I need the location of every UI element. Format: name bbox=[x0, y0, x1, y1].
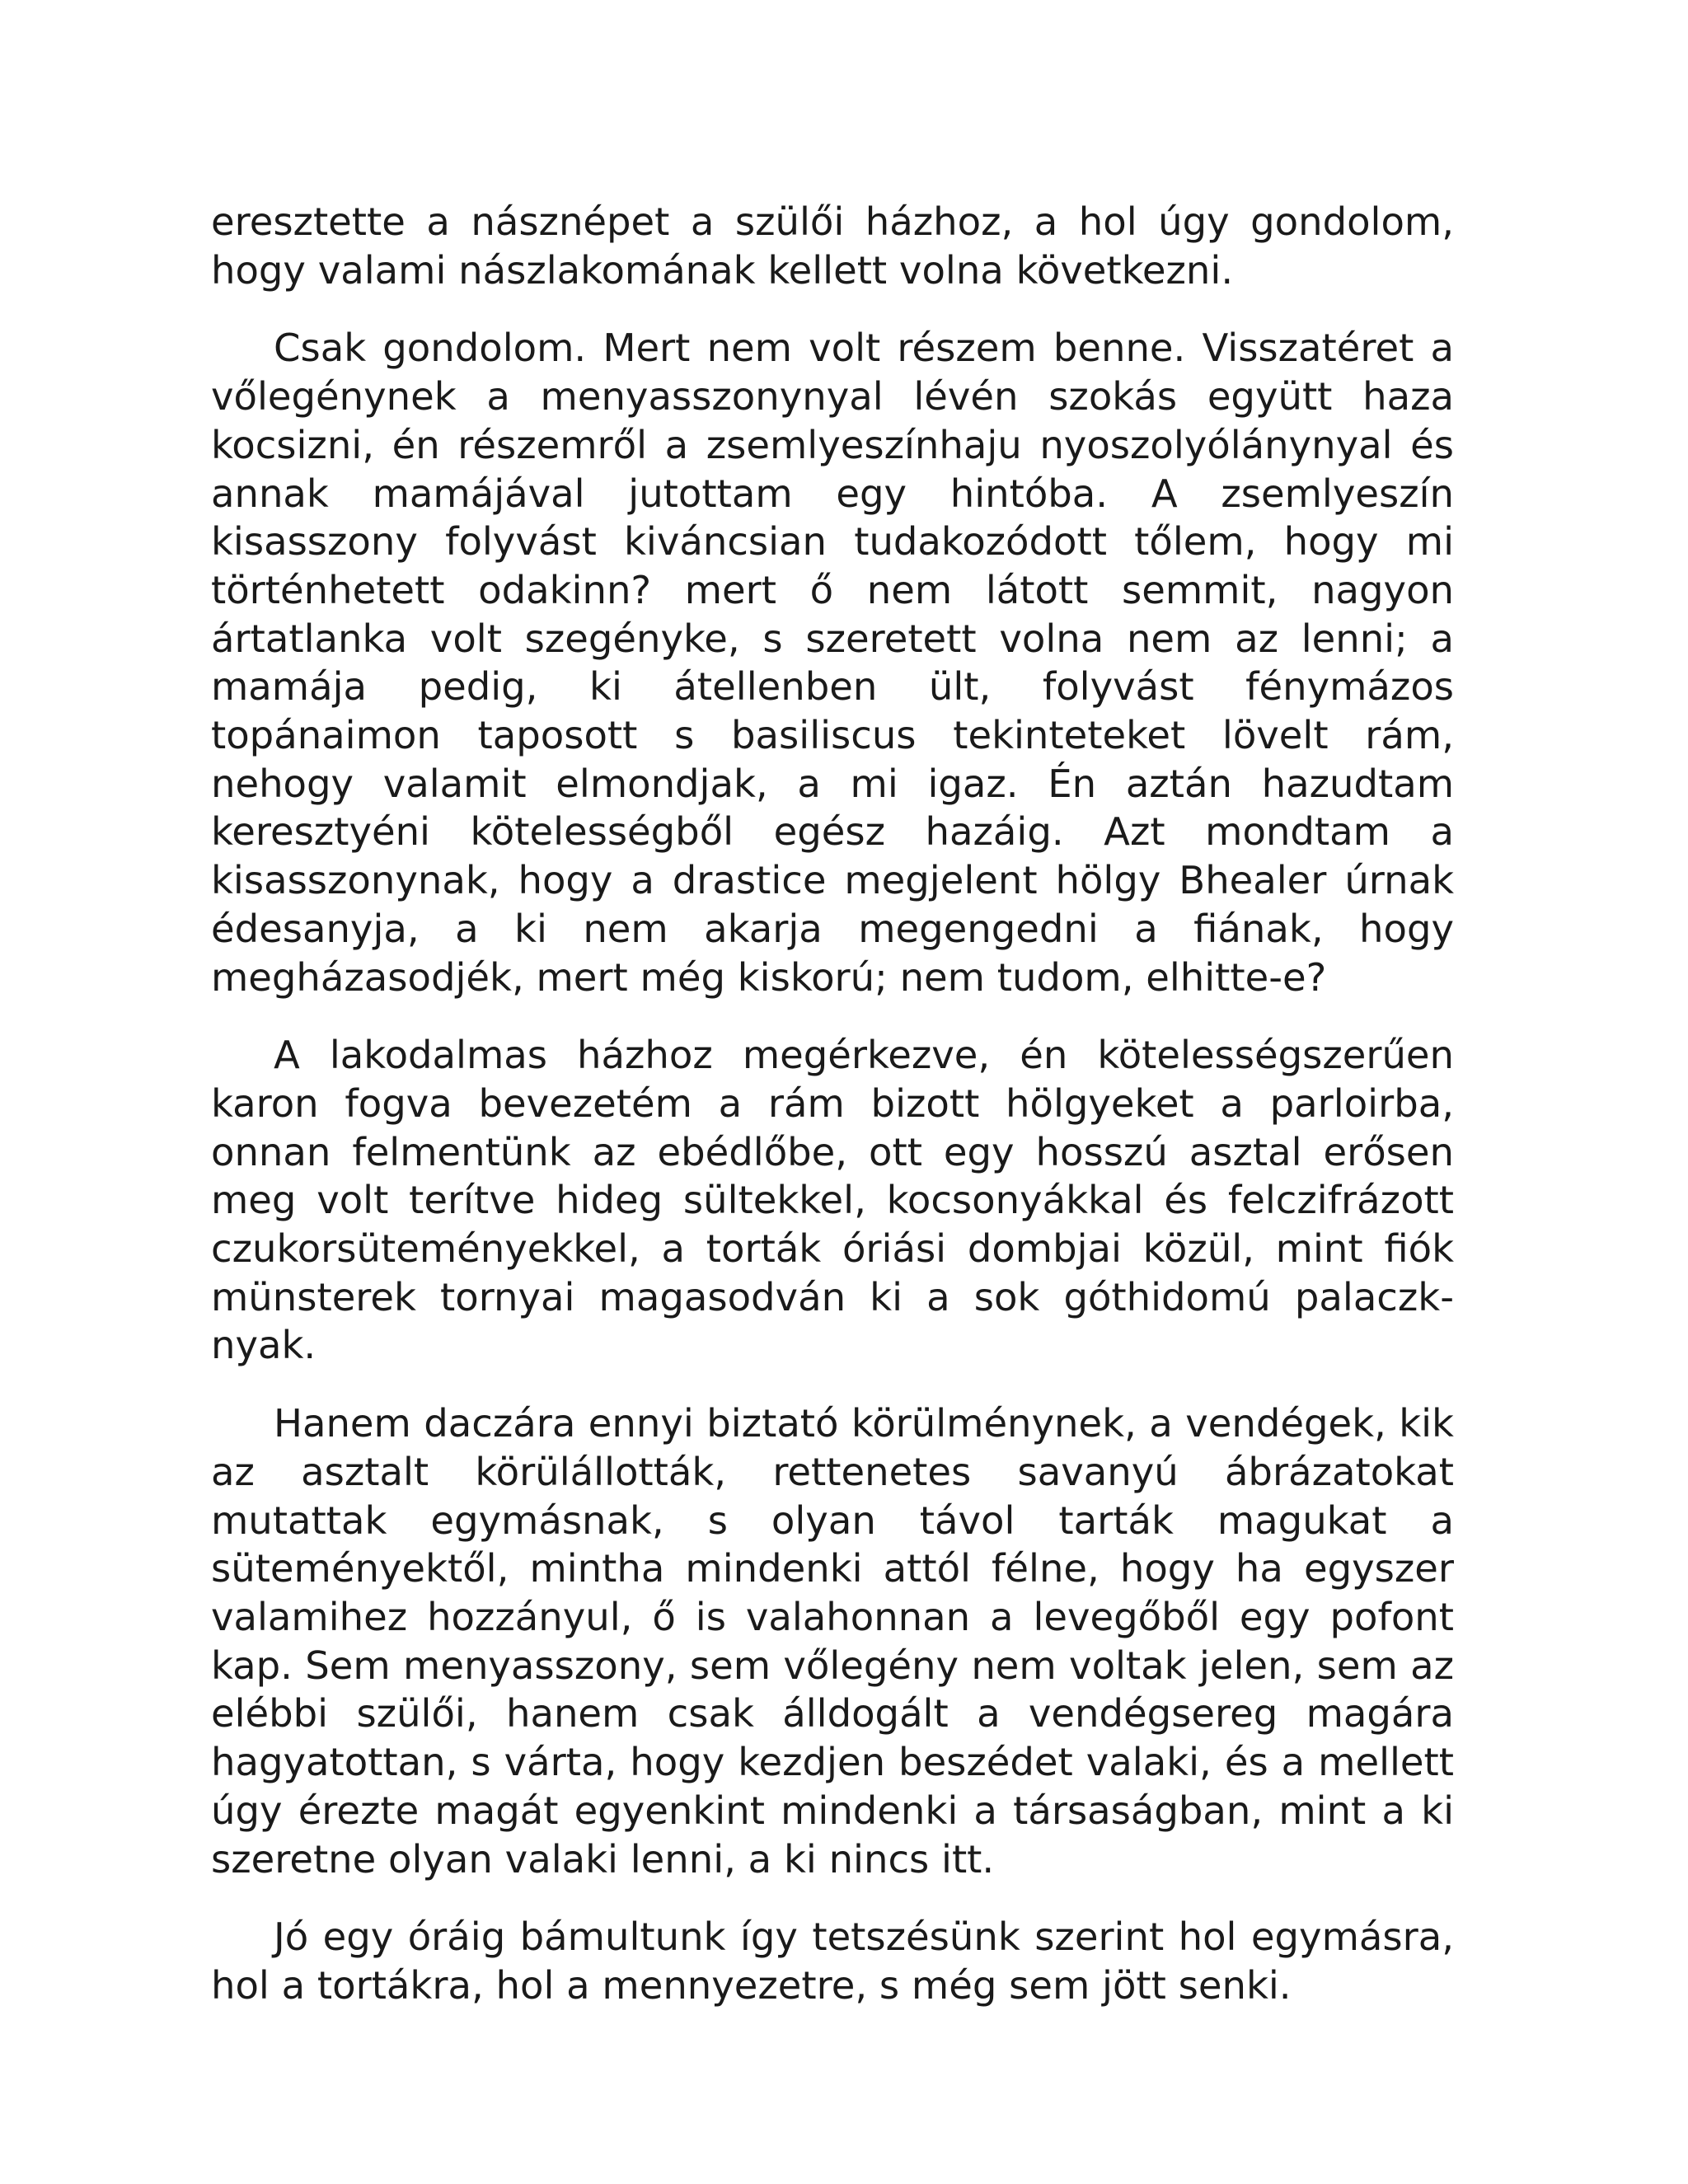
paragraph-3: A lakodalmas házhoz megérkezve, én kötelességszerűen karon fogva bevezetém a rám bizott hölgyeket a parloirba, onnan felmentünk az ebédlőbe, ott egy hosszú asztal erősen meg volt terítve hideg sültekkel, kocsonyákkal és felczifrázott czukorsüteményekkel, a torták óriási dombjai közül, mint fiók münsterek tornyai magasodván ki a sok góthidomú palaczk-nyak. bbox=[211, 1033, 1454, 1368]
paragraph-4: Hanem daczára ennyi biztató körülménynek, a vendégek, kik az asztalt körülállották, rettenetes savanyú ábrázatokat mutattak egymásnak, s olyan távol tarták magukat a süteményektől, mintha mindenki attól félne, hogy ha egyszer valamihez hozzányul, ő is valahonnan a levegőből egy pofont kap. Sem menyasszony, sem vőlegény nem voltak jelen, sem az elébbi szülői, hanem csak álldogált a vendégsereg magára hagyatottan, s várta, hogy kezdjen beszédet valaki, és a mellett úgy érezte magát egyenkint mindenki a társaságban, mint a ki szeretne olyan valaki lenni, a ki nincs itt. bbox=[211, 1401, 1454, 1882]
paragraph-2: Csak gondolom. Mert nem volt részem benne. Visszatéret a vőlegénynek a menyasszonynyal lévén szokás együtt haza kocsizni, én részemről a zsemlyeszínhaju nyoszolyólánynyal és annak mamájával jutottam egy hintóba. A zsemlyeszín kisasszony folyvást kiváncsian tudakozódott tőlem, hogy mi történhetett odakinn? mert ő nem látott semmit, nagyon ártatlanka volt szegényke, s szeretett volna nem az lenni; a mamája pedig, ki átellenben ült, folyvást fénymázos topánaimon taposott s basiliscus tekinteteket lövelt rám, nehogy valamit elmondjak, a mi igaz. Én aztán hazudtam keresztyéni kötelességből egész hazáig. Azt mondtam a kisasszonynak, hogy a drastice megjelent hölgy Bhealer úrnak édesanyja, a ki nem akarja megengedni a fiának, hogy megházasodjék, mert még kiskorú; nem tudom, elhitte-e? bbox=[211, 326, 1454, 1000]
paragraph-5: Jó egy óráig bámultunk így tetszésünk szerint hol egymásra, hol a tortákra, hol a mennyezetre, s még sem jött senki. bbox=[211, 1915, 1454, 2008]
page-text bbox=[211, 198, 1454, 2040]
paragraph-1: eresztette a násznépet a szülői házhoz, a hol úgy gondolom, hogy valami nászlakomának kellett volna következni. bbox=[211, 199, 1454, 293]
